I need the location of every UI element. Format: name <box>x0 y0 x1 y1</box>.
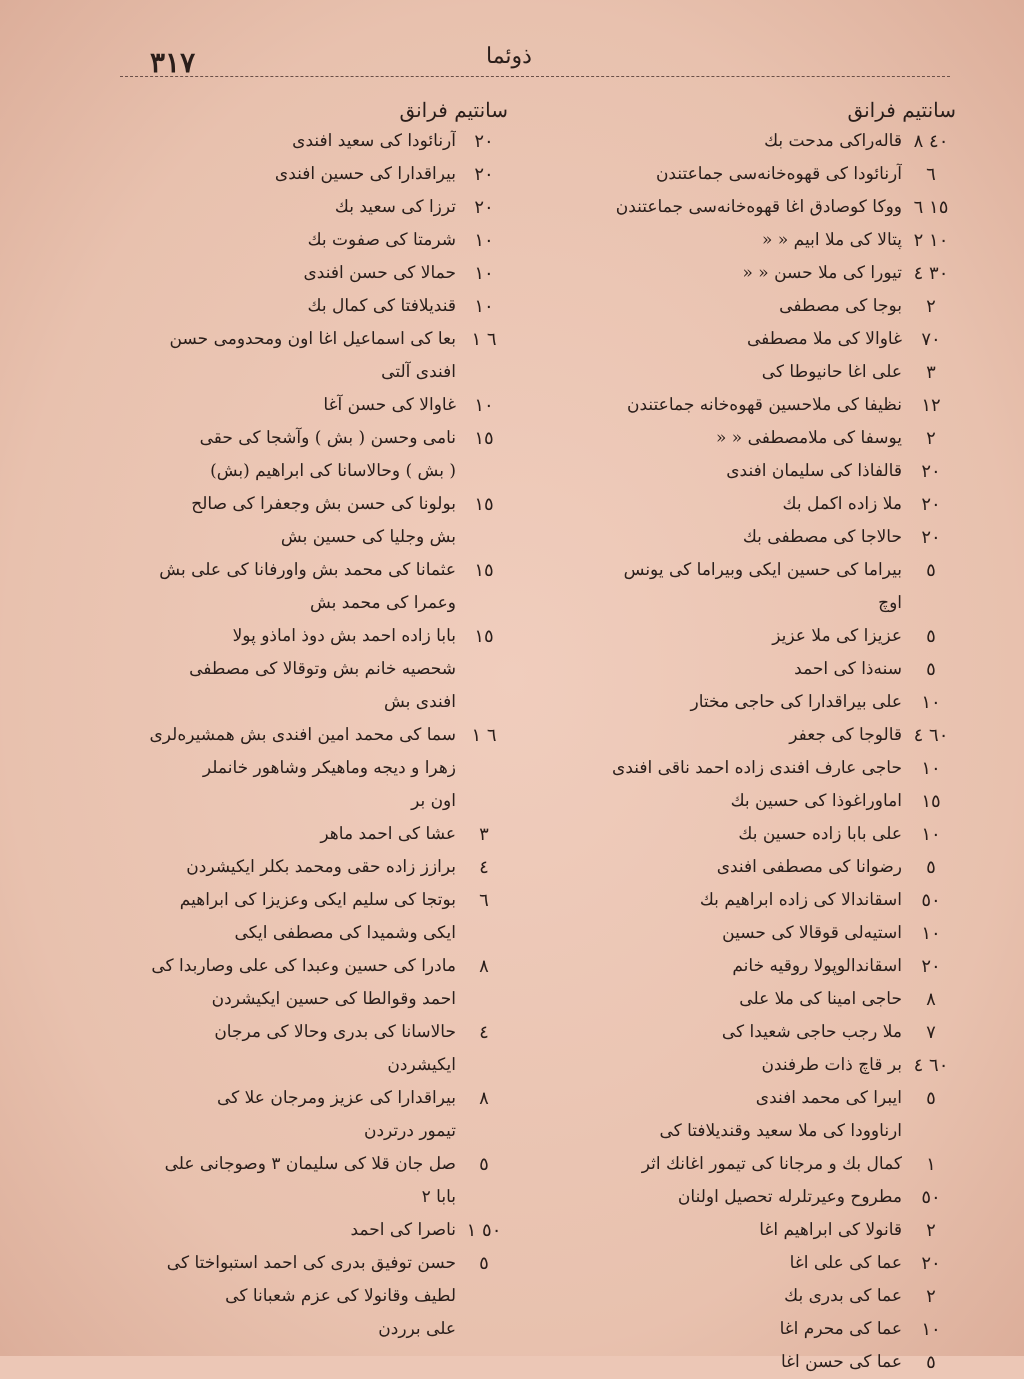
text-line: ایبرا كی محمد افندی <box>755 1088 902 1108</box>
donor-name <box>532 1313 902 1346</box>
donor-name <box>532 884 902 917</box>
amount: ٣ <box>926 362 936 383</box>
column-heading: سانتيم فرانق <box>847 98 956 122</box>
list-item <box>532 884 960 917</box>
text-line: استیەلی قوقالا كی حسین <box>722 923 902 943</box>
list-item <box>532 1247 960 1280</box>
list-item <box>532 620 960 653</box>
list-item <box>110 818 512 851</box>
list-item <box>532 752 960 785</box>
amount: ٢٠ <box>921 956 941 977</box>
donor-name <box>532 290 902 323</box>
donor-name <box>532 1148 902 1181</box>
donor-name <box>110 554 456 620</box>
donor-name <box>532 422 902 455</box>
amount: ٥٠ <box>921 1187 941 1208</box>
text-line: نظیفا كی ملاحسین قهوەخانە جماعتندن <box>627 395 902 415</box>
donor-name <box>110 158 456 191</box>
text-line: حالاسانا كی بدری وحالا كی مرجان <box>214 1022 456 1042</box>
text-line: ایكیشردن <box>387 1055 456 1075</box>
list-item <box>532 125 960 158</box>
amount: ١٢ <box>921 395 941 416</box>
list-item <box>110 158 512 191</box>
donor-name <box>532 257 902 290</box>
list-item <box>110 1016 512 1082</box>
list-item <box>532 455 960 488</box>
list-item <box>532 1016 960 1049</box>
amount: ٢٠ <box>921 1253 941 1274</box>
amount: ٢ <box>926 1286 936 1307</box>
amount: ١ <box>926 1154 936 1175</box>
list-item <box>532 851 960 884</box>
text-line: لطیف وقانولا كی عزم شعبانا كی <box>225 1286 456 1306</box>
amount: ٧ <box>926 1022 936 1043</box>
amount: ١٠ <box>474 296 494 317</box>
donor-name <box>110 1082 456 1148</box>
amount: ٢ <box>926 428 936 449</box>
amount: ٥٠ <box>921 890 941 911</box>
text-line: بعا كی اسماعیل اغا اون ومحدومی حسن <box>169 329 456 349</box>
amount: ٨ <box>479 956 489 977</box>
list-item <box>532 1148 960 1181</box>
amount: ٢ <box>926 296 936 317</box>
donor-name <box>110 884 456 950</box>
donor-name <box>110 950 456 1016</box>
amount: ١٠ <box>921 758 941 779</box>
donor-name <box>532 1115 902 1148</box>
left-column <box>110 95 512 1346</box>
text-line: عما كی حسن اغا <box>780 1352 902 1372</box>
text-line: حاجی عارف افندی زادە احمد ناقی افندی <box>612 758 902 778</box>
list-item <box>532 719 960 752</box>
donor-name <box>110 191 456 224</box>
amount: ٦ ١ <box>471 725 497 746</box>
text-line: اماوراغوذا كی حسین بك <box>730 791 902 811</box>
donor-name <box>110 1214 456 1247</box>
amount: ٥ <box>926 626 936 647</box>
text-line: عما كی محرم اغا <box>779 1319 902 1339</box>
list-item <box>110 851 512 884</box>
list-item <box>110 884 512 950</box>
amount: ٤٠ ٨ <box>913 131 949 152</box>
list-item <box>110 323 512 389</box>
donor-name <box>110 1016 456 1082</box>
donor-name <box>532 554 902 620</box>
donor-name <box>532 818 902 851</box>
list-item <box>532 422 960 455</box>
text-line: ملا زادە اكمل بك <box>782 494 902 514</box>
amount: ١٥ <box>921 791 941 812</box>
list-item <box>110 224 512 257</box>
amount: ٣ <box>479 824 489 845</box>
amount: ٢ <box>926 1220 936 1241</box>
amount: ٢٠ <box>474 164 494 185</box>
donor-name <box>110 422 456 488</box>
text-line: علی بیراقدارا كی حاجی مختار <box>690 692 902 712</box>
amount: ٥ <box>926 857 936 878</box>
donor-name <box>110 389 456 422</box>
donor-name <box>110 323 456 389</box>
amount: ٦ <box>926 164 936 185</box>
text-line: ایكی وشمیدا كی مصطفی ایكی <box>234 923 456 943</box>
entry-list <box>532 125 960 1379</box>
amount: ١٥ ٦ <box>913 197 949 218</box>
amount: ٢٠ <box>474 197 494 218</box>
list-item <box>532 1115 960 1148</box>
list-item <box>532 1049 960 1082</box>
text-line: ناصرا كی احمد <box>350 1220 456 1240</box>
amount: ٢٠ <box>921 527 941 548</box>
list-item <box>532 356 960 389</box>
list-item <box>532 158 960 191</box>
text-line: تیورا كی ملا حسن « « <box>742 263 902 283</box>
donor-name <box>110 257 456 290</box>
amount: ١٥ <box>474 428 494 449</box>
list-item <box>532 1214 960 1247</box>
header-rule <box>120 76 950 77</box>
text-line: بر قاچ ذات طرفندن <box>761 1055 902 1075</box>
donor-name <box>110 224 456 257</box>
list-item <box>532 917 960 950</box>
list-item <box>110 950 512 1016</box>
text-line: زهرا و دیجە وماهیكر وشاهور خانملر <box>202 758 456 778</box>
text-line: بابا ٢ <box>421 1187 456 1207</box>
donor-name <box>532 983 902 1016</box>
text-line: علی اغا حانیوطا كی <box>761 362 902 382</box>
text-line: وعمرا كی محمد بش <box>310 593 456 613</box>
amount: ٤ <box>479 1022 489 1043</box>
amount: ٥ <box>926 659 936 680</box>
text-line: ( بش ) وحالاسانا كی ابراهیم (بش) <box>210 461 456 481</box>
text-line: بیراقدارا كی عزیز ومرجان علا كی <box>216 1088 456 1108</box>
list-item <box>532 1280 960 1313</box>
text-line: قالەراكی مدحت بك <box>764 131 902 151</box>
list-item <box>532 653 960 686</box>
list-item <box>532 818 960 851</box>
text-line: افندی بش <box>383 692 456 712</box>
donor-name <box>532 719 902 752</box>
list-item <box>532 191 960 224</box>
text-line: غاوالا كی حسن آغا <box>323 395 456 415</box>
text-line: بولونا كی حسن بش وجعفرا كی صالح <box>191 494 456 514</box>
donor-name <box>532 1049 902 1082</box>
text-line: عزیزا كی ملا عزیز <box>772 626 902 646</box>
text-line: اسقاندالا كی زادە ابراهیم بك <box>699 890 902 910</box>
text-line: افندی آلتی <box>381 362 456 382</box>
text-line: رضوانا كی مصطفی افندی <box>716 857 902 877</box>
donor-name <box>532 653 902 686</box>
list-item <box>110 191 512 224</box>
text-line: بوتجا كی سلیم ایكی وعزیزا كی ابراهیم <box>179 890 456 910</box>
amount: ١٠ <box>921 824 941 845</box>
amount: ٦٠ ٤ <box>913 725 949 746</box>
list-item <box>532 1082 960 1115</box>
amount: ١٠ <box>921 1319 941 1340</box>
text-line: حمالا كی حسن افندی <box>303 263 456 283</box>
donor-name <box>532 521 902 554</box>
list-item <box>532 389 960 422</box>
donor-name <box>532 356 902 389</box>
list-item <box>110 257 512 290</box>
amount: ١٠ <box>921 923 941 944</box>
donor-name <box>532 191 902 224</box>
amount: ٦ ١ <box>471 329 497 350</box>
amount: ٢٠ <box>921 494 941 515</box>
donor-name <box>532 1346 902 1379</box>
amount: ٢٠ <box>921 461 941 482</box>
donor-name <box>532 917 902 950</box>
text-line: شحصیە خانم بش وتوقالا كی مصطفی <box>189 659 456 679</box>
donor-name <box>532 455 902 488</box>
right-column <box>532 95 960 1379</box>
list-item <box>532 323 960 356</box>
text-line: غاوالا كی ملا مصطفی <box>747 329 902 349</box>
text-line: عثمانا كی محمد بش واورفانا كی علی بش <box>159 560 456 580</box>
amount: ٥ <box>926 560 936 581</box>
text-line: قالفاذا كی سلیمان افندی <box>726 461 902 481</box>
text-line: اسقاندالوپولا روقیە خانم <box>732 956 902 976</box>
amount: ٢٠ <box>474 131 494 152</box>
donor-name <box>532 125 902 158</box>
amount: ١٠ <box>474 230 494 251</box>
amount: ١٠ <box>474 395 494 416</box>
amount: ٨ <box>926 989 936 1010</box>
donor-name <box>110 488 456 554</box>
text-line: شرمتا كی صفوت بك <box>307 230 456 250</box>
list-item <box>532 290 960 323</box>
list-item <box>532 488 960 521</box>
list-item <box>110 422 512 488</box>
list-item <box>110 1082 512 1148</box>
text-line: تیمور درتردن <box>363 1121 456 1141</box>
text-line: علی بابا زادە حسین بك <box>738 824 902 844</box>
running-head: ذوئما <box>486 44 532 69</box>
text-line: اون بر <box>411 791 456 811</box>
text-line: بیراما كی حسین ایكی وبیراما كی یونس <box>623 560 902 580</box>
list-item <box>110 125 512 158</box>
donor-name <box>110 1247 456 1346</box>
donor-name <box>532 620 902 653</box>
list-item <box>110 389 512 422</box>
amount: ٦ <box>479 890 489 911</box>
donor-name <box>532 1181 902 1214</box>
donor-name <box>532 323 902 356</box>
text-line: بیراقدارا كی حسین افندی <box>274 164 456 184</box>
text-line: نامی وحسن ( بش ) وآشجا كی حقی <box>199 428 456 448</box>
donor-name <box>532 950 902 983</box>
text-line: عشا كی احمد ماهر <box>320 824 456 844</box>
amount: ١٠ ٢ <box>913 230 949 251</box>
list-item <box>532 1313 960 1346</box>
donor-name <box>532 851 902 884</box>
text-line: سما كی محمد امین افندی بش همشیرەلری <box>149 725 456 745</box>
amount: ٥٠ ١ <box>466 1220 502 1241</box>
amount: ٥ <box>926 1088 936 1109</box>
text-line: بش وجلیا كی حسین بش <box>280 527 456 547</box>
text-line: بوجا كی مصطفی <box>779 296 902 316</box>
text-line: حسن توفیق بدری كی احمد استبواختا كی <box>166 1253 456 1273</box>
list-item <box>110 488 512 554</box>
page-number: ٣١٧ <box>150 46 196 79</box>
text-line: ووكا كوصادق اغا قهوەخانەسی جماعتندن <box>615 197 902 217</box>
donor-name <box>532 389 902 422</box>
list-item <box>110 1247 512 1346</box>
text-line: ترزا كی سعید بك <box>334 197 456 217</box>
list-item <box>110 620 512 719</box>
donor-name <box>110 719 456 818</box>
text-line: حاجی امینا كی ملا علی <box>739 989 902 1009</box>
text-line: آرنائودا كی قهوەخانەسی جماعتندن <box>655 164 902 184</box>
donor-name <box>110 851 456 884</box>
amount: ١٥ <box>474 626 494 647</box>
list-item <box>532 686 960 719</box>
list-item <box>110 719 512 818</box>
list-item <box>532 224 960 257</box>
text-line: ارناوودا كی ملا سعید وقندیلافتا كی <box>659 1121 902 1141</box>
amount: ٤ <box>479 857 489 878</box>
text-line: مادرا كی حسین وعبدا كی علی وصاربدا كی <box>151 956 456 976</box>
donor-name <box>532 1082 902 1115</box>
text-line: قندیلافتا كی كمال بك <box>307 296 456 316</box>
list-item <box>110 554 512 620</box>
list-item <box>110 290 512 323</box>
text-line: صل جان قلا كی سلیمان ٣ وصوجانی علی <box>164 1154 456 1174</box>
amount: ١٠ <box>921 692 941 713</box>
text-line: اوچ <box>878 593 902 613</box>
text-line: قالوجا كی جعفر <box>789 725 902 745</box>
amount: ١٥ <box>474 560 494 581</box>
donor-name <box>110 1148 456 1214</box>
donor-name <box>110 818 456 851</box>
text-line: ملا رجب حاجی شعیدا كی <box>721 1022 902 1042</box>
text-line: كمال بك و مرجانا كی تیمور اغانك اثر <box>641 1154 902 1174</box>
amount: ٣٠ ٤ <box>913 263 949 284</box>
text-line: سنەذا كی احمد <box>794 659 902 679</box>
donor-name <box>532 1016 902 1049</box>
donor-name <box>110 290 456 323</box>
amount: ٥ <box>479 1154 489 1175</box>
list-item <box>110 1148 512 1214</box>
donor-name <box>532 686 902 719</box>
text-line: مطروح وعیرتلرلە تحصیل اولنان <box>677 1187 902 1207</box>
donor-name <box>532 1280 902 1313</box>
text-line: احمد وقوالطا كی حسین ایكیشردن <box>211 989 456 1009</box>
text-line: عما كی بدری بك <box>784 1286 902 1306</box>
list-item <box>532 1346 960 1379</box>
amount: ٨ <box>479 1088 489 1109</box>
amount: ١٠ <box>474 263 494 284</box>
donor-name <box>532 224 902 257</box>
list-item <box>532 983 960 1016</box>
text-line: یوسفا كی ملامصطفی « « <box>715 428 902 448</box>
donor-name <box>532 785 902 818</box>
list-item <box>532 785 960 818</box>
list-item <box>532 554 960 620</box>
text-line: عما كی علی اغا <box>789 1253 902 1273</box>
donor-name <box>532 1214 902 1247</box>
donor-name <box>110 620 456 719</box>
text-line: حالاجا كی مصطفی بك <box>742 527 902 547</box>
list-item <box>532 1181 960 1214</box>
text-line: بابا زادە احمد بش دوذ اماذو پولا <box>232 626 456 646</box>
donor-name <box>532 158 902 191</box>
list-item <box>532 521 960 554</box>
amount: ٧٠ <box>921 329 941 350</box>
text-line: علی برردن <box>378 1319 456 1339</box>
donor-name <box>532 488 902 521</box>
text-line: قانولا كی ابراهیم اغا <box>759 1220 902 1240</box>
list-item <box>110 1214 512 1247</box>
donor-name <box>532 752 902 785</box>
amount: ١٥ <box>474 494 494 515</box>
list-item <box>532 950 960 983</box>
text-line: پتالا كی ملا ابیم « « <box>762 230 902 250</box>
amount: ٦٠ ٤ <box>913 1055 949 1076</box>
donor-name <box>110 125 456 158</box>
entry-list <box>110 125 512 1346</box>
column-heading: سانتیم فرانق <box>399 98 508 122</box>
donor-name <box>532 1247 902 1280</box>
amount: ٥ <box>926 1352 936 1373</box>
text-line: آرنائودا كی سعید افندی <box>292 131 456 151</box>
text-line: برازز زادە حقی ومحمد بكلر ایكیشردن <box>186 857 456 877</box>
amount: ٥ <box>479 1253 489 1274</box>
list-item <box>532 257 960 290</box>
